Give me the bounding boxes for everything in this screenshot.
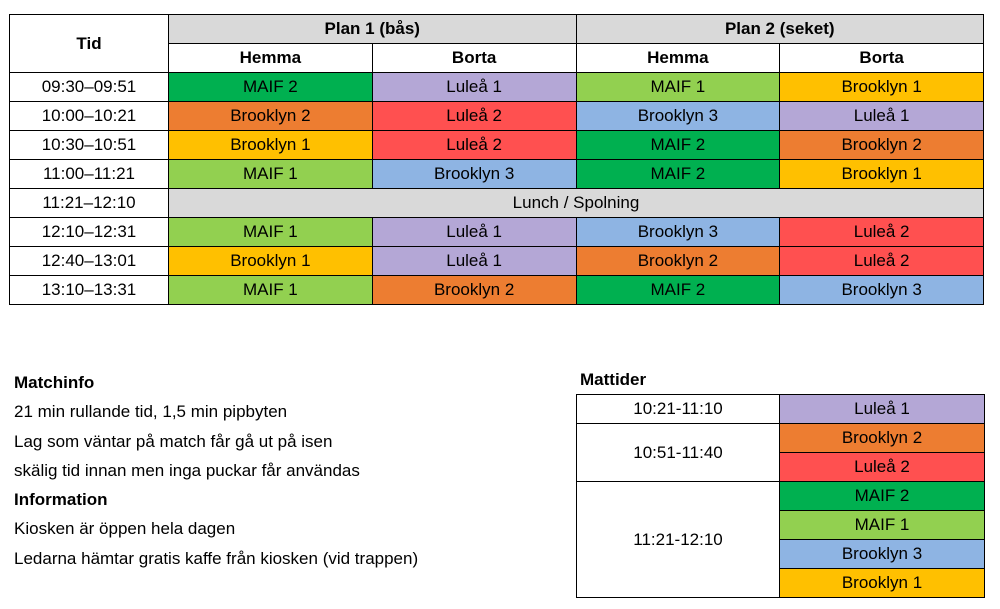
match-team-cell: Brooklyn 1 — [169, 247, 373, 276]
match-team-cell: Brooklyn 2 — [169, 102, 373, 131]
information-line: Kiosken är öppen hela dagen — [14, 519, 236, 539]
plan-1-header: Plan 1 (bås) — [169, 15, 577, 44]
mattider-table — [576, 394, 985, 598]
mattider-time: 11:21-12:10 — [577, 482, 780, 598]
mattider-team-cell: MAIF 1 — [780, 511, 985, 540]
match-team-cell: Brooklyn 3 — [372, 160, 576, 189]
mattider-time: 10:51-11:40 — [577, 424, 780, 482]
match-team-cell: Luleå 2 — [372, 102, 576, 131]
match-team-cell: Brooklyn 1 — [780, 73, 984, 102]
time-slot: 10:00–10:21 — [10, 102, 169, 131]
tid-header: Tid — [10, 15, 169, 73]
mattider-team-cell: Brooklyn 2 — [780, 424, 985, 453]
plan-1-hemma-header: Hemma — [169, 44, 373, 73]
lunch-break: Lunch / Spolning — [169, 189, 984, 218]
mattider-team-cell: MAIF 2 — [780, 482, 985, 511]
matchinfo-title: Matchinfo — [14, 373, 95, 392]
match-team-cell: Luleå 1 — [780, 102, 984, 131]
plan-2-header: Plan 2 (seket) — [576, 15, 984, 44]
mattider-row — [577, 482, 985, 511]
match-team-cell: MAIF 1 — [576, 73, 780, 102]
matchinfo-line: Lag som väntar på match får gå ut på isen — [14, 431, 333, 451]
schedule-row — [10, 73, 984, 102]
information-line: Ledarna hämtar gratis kaffe från kiosken (vid trappen) — [14, 548, 419, 568]
time-slot: 11:00–11:21 — [10, 160, 169, 189]
match-team-cell: MAIF 2 — [576, 276, 780, 305]
match-team-cell: Brooklyn 3 — [780, 276, 984, 305]
schedule-row — [10, 189, 984, 218]
plan-2-borta-header: Borta — [780, 44, 984, 73]
match-team-cell: Brooklyn 2 — [576, 247, 780, 276]
match-team-cell: Brooklyn 2 — [372, 276, 576, 305]
mattider-title: Mattider — [580, 370, 647, 389]
mattider-time: 10:21-11:10 — [577, 395, 780, 424]
schedule-table — [9, 14, 984, 305]
mattider-team-cell: Brooklyn 3 — [780, 540, 985, 569]
match-team-cell: Luleå 2 — [372, 131, 576, 160]
mattider-team-cell: Luleå 2 — [780, 453, 985, 482]
mattider-team-cell: Brooklyn 1 — [780, 569, 985, 598]
schedule-row — [10, 218, 984, 247]
time-slot: 10:30–10:51 — [10, 131, 169, 160]
match-team-cell: Brooklyn 1 — [169, 131, 373, 160]
schedule-row — [10, 247, 984, 276]
time-slot: 13:10–13:31 — [10, 276, 169, 305]
plan-1-borta-header: Borta — [372, 44, 576, 73]
match-team-cell: MAIF 2 — [169, 73, 373, 102]
match-team-cell: Brooklyn 3 — [576, 218, 780, 247]
information-title: Information — [14, 490, 108, 510]
match-team-cell: Brooklyn 2 — [780, 131, 984, 160]
match-team-cell: Brooklyn 3 — [576, 102, 780, 131]
match-team-cell: Brooklyn 1 — [780, 160, 984, 189]
match-team-cell: Luleå 1 — [372, 73, 576, 102]
schedule-row — [10, 160, 984, 189]
time-slot: 12:40–13:01 — [10, 247, 169, 276]
match-team-cell: Luleå 1 — [372, 218, 576, 247]
schedule-row — [10, 276, 984, 305]
plan-2-hemma-header: Hemma — [576, 44, 780, 73]
schedule-row — [10, 102, 984, 131]
schedule-row — [10, 131, 984, 160]
match-team-cell: Luleå 1 — [372, 247, 576, 276]
time-slot: 12:10–12:31 — [10, 218, 169, 247]
match-team-cell: Luleå 2 — [780, 247, 984, 276]
time-slot: 09:30–09:51 — [10, 73, 169, 102]
matchinfo-line: 21 min rullande tid, 1,5 min pipbyten — [14, 402, 288, 422]
match-team-cell: MAIF 1 — [169, 276, 373, 305]
mattider-row — [577, 424, 985, 453]
matchinfo-line: skälig tid innan men inga puckar får användas — [14, 460, 360, 480]
match-team-cell: MAIF 1 — [169, 160, 373, 189]
match-team-cell: MAIF 2 — [576, 160, 780, 189]
mattider-row — [577, 395, 985, 424]
match-team-cell: MAIF 1 — [169, 218, 373, 247]
mattider-team-cell: Luleå 1 — [780, 395, 985, 424]
time-slot: 11:21–12:10 — [10, 189, 169, 218]
info-section — [14, 368, 418, 573]
match-team-cell: Luleå 2 — [780, 218, 984, 247]
match-team-cell: MAIF 2 — [576, 131, 780, 160]
